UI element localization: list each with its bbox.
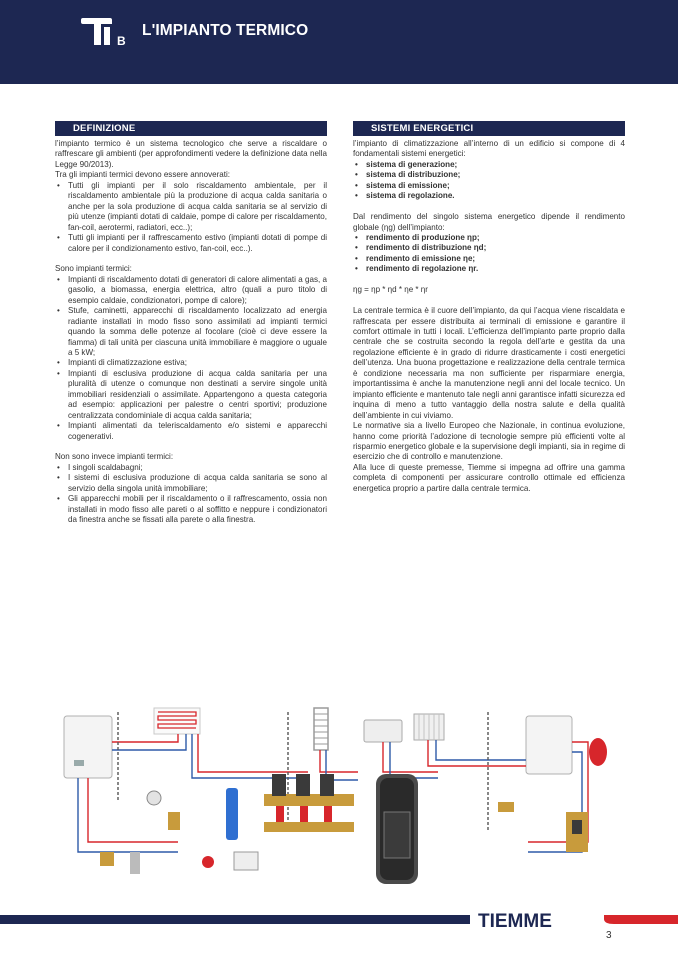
right-pump-group-icon xyxy=(498,802,588,852)
tiemme-paragraph: Alla luce di queste premesse, Tiemme si impegna ad offrire una gamma completa di componenti per assicurare controllo ottimale ed efficienza energetica proprio a partire dalla centrale termica. xyxy=(353,462,625,493)
list-item: • I sistemi di esclusiva produzione di acqua calda sanitaria se sono al servizio della singola unità immobiliare; xyxy=(55,473,327,494)
energy-systems-section xyxy=(353,121,625,494)
list-item: • I singoli scaldabagni; xyxy=(55,463,327,473)
definition-intro: l’impianto termico è un sistema tecnologico che serve a riscaldare o raffrescare gli ambienti (per approfondimenti vedere la definizione data nella Legge 90/2013). xyxy=(55,139,327,169)
thermal-plant-diagram xyxy=(58,702,618,894)
footer-bar xyxy=(0,915,470,924)
list-item: • sistema di regolazione. xyxy=(353,191,625,201)
regulations-paragraph: Le normative sia a livello Europeo che Nazionale, in continua evoluzione, hanno come priorità l’adozione di tecnologie sempre più efficienti volte al risparmio energetico globale e la supervisione degli impianti, sia in regime di esercizio che di controllo e manutenzione. xyxy=(353,421,625,462)
page-number: 3 xyxy=(606,930,612,941)
global-yield-formula: ηg = ηp * ηd * ηe * ηr xyxy=(353,285,428,295)
list-item: • sistema di generazione; xyxy=(353,160,625,170)
fan-coil-icon xyxy=(364,720,402,742)
list-item: • Gli apparecchi mobili per il riscaldamento o il raffrescamento, ossia non installati in modo fisso alle pareti o al soffitto e neppure i condizionatori da finestra anche se fissati alla parete o alla finestra. xyxy=(55,494,327,525)
tb-logo-icon xyxy=(80,17,128,47)
storage-tank-icon xyxy=(376,774,418,884)
yields-list xyxy=(353,233,625,275)
radiator-icon xyxy=(414,714,444,740)
systems-list xyxy=(353,160,625,202)
non-thermal-intro: Non sono invece impianti termici: xyxy=(55,452,174,462)
tiemme-logo-icon xyxy=(474,907,602,933)
list-item: • rendimento di emissione ηe; xyxy=(353,254,625,264)
list-item: • Impianti di esclusiva produzione di acqua calda sanitaria per una pluralità di utenze o comunque non destinati a servire singole unità immobiliari residenziali o assimilate. Appartengono a questa categoria ad esempio: applicazioni per palestre o centri sportivi; produzione centralizzata condominiale di acqua calda sanitaria; xyxy=(55,369,327,421)
page-header xyxy=(0,0,678,84)
hydraulic-separator-icon xyxy=(226,788,238,840)
list-item: • sistema di distribuzione; xyxy=(353,170,625,180)
definition-section xyxy=(55,121,327,526)
logo-letter: B xyxy=(117,34,126,47)
list-item: • Stufe, caminetti, apparecchi di riscaldamento localizzato ad energia radiante installati in modo fisso sono assimilati ad impianti termici quando la somma delle potenze al focolare (cioè ci deve essere la fiamma) di tali unità per ciascuna unità immobiliare è maggiore o uguale a 5 kW; xyxy=(55,306,327,358)
list-item: • rendimento di produzione ηp; xyxy=(353,233,625,243)
thermal-systems-intro: Sono impianti termici: xyxy=(55,264,132,274)
boiler-left-icon xyxy=(64,716,112,778)
definition-heading: DEFINIZIONE xyxy=(55,121,327,136)
boiler-right-icon xyxy=(526,716,572,774)
list-item: • Impianti alimentati da teleriscaldamento e/o sistemi e apparecchi cogenerativi. xyxy=(55,421,327,442)
list-item: • Impianti di riscaldamento dotati di generatori di calore alimentati a gas, a gasolio, a biomassa, energia elettrica, altro (quali a puro titolo di esempio caldaie, condizionatori, pompe di calore); xyxy=(55,275,327,306)
yield-intro: Dal rendimento del singolo sistema energetico dipende il rendimento globale (ηg) dell’impianto: xyxy=(353,212,625,232)
thermal-systems-list xyxy=(55,275,327,442)
energy-systems-intro: l’impianto di climatizzazione all’interno di un edificio si compone di 4 fondamentali sistemi energetici: xyxy=(353,139,625,159)
underfloor-coil-icon xyxy=(154,708,200,734)
list-item: • rendimento di distribuzione ηd; xyxy=(353,243,625,253)
included-list xyxy=(55,181,327,254)
list-item: • rendimento di regolazione ηr. xyxy=(353,264,625,274)
list-item: • Tutti gli impianti per il solo riscaldamento ambientale, per il riscaldamento ambientale più la produzione di acqua calda sanitaria o anche per la sola produzione di acqua calda sanitaria se al servizio di più utenze (impianti dotati di caldaie, pompe di calore per riscaldamento, fan-coil, aerotermi, radiatori, ecc..); xyxy=(55,181,327,233)
page-title: L'IMPIANTO TERMICO xyxy=(142,22,309,39)
definition-intro-2: Tra gli impianti termici devono essere annoverati: xyxy=(55,170,231,180)
brand-name: TIEMME xyxy=(478,911,552,932)
thermal-plant-paragraph: La centrale termica è il cuore dell’impianto, da qui l’acqua viene riscaldata e raffrescata per essere distribuita ai terminali di emissione e garantire il comfort ottimale in tutti i locali. L’efficienza dell’impianto parte proprio dalla centrale che se costruita secondo la regola dell’arte e gestita da una regolazione efficiente è in grado di ridurre drasticamente i costi energetici dell’utenza. Una buona progettazione e realizzazione della centrale termica è condizione necessaria ma non sufficiente per risparmiare energia, importantissima è anche la manutenzione negli anni del locale tecnico. Un impianto efficiente e mantenuto tale negli anni garantisce infatti sicurezza ed inquina di meno a tutto vantaggio della nostra salute e della qualità dell’ambiente in cui viviamo. xyxy=(353,306,625,420)
list-item: • sistema di emissione; xyxy=(353,181,625,191)
energy-systems-heading: SISTEMI ENERGETICI xyxy=(353,121,625,136)
towel-radiator-icon xyxy=(314,708,328,750)
expansion-vessel-icon xyxy=(589,738,607,766)
footer-accent-icon xyxy=(604,915,678,924)
list-item: • Tutti gli impianti per il raffrescamento estivo (impianti dotati di pompe di calore per il condizionamento estivo, fan-coil, ecc..). xyxy=(55,233,327,254)
list-item: • Impianti di climatizzazione estiva; xyxy=(55,358,327,368)
pump-manifold-icon xyxy=(264,774,354,832)
non-thermal-list xyxy=(55,463,327,526)
